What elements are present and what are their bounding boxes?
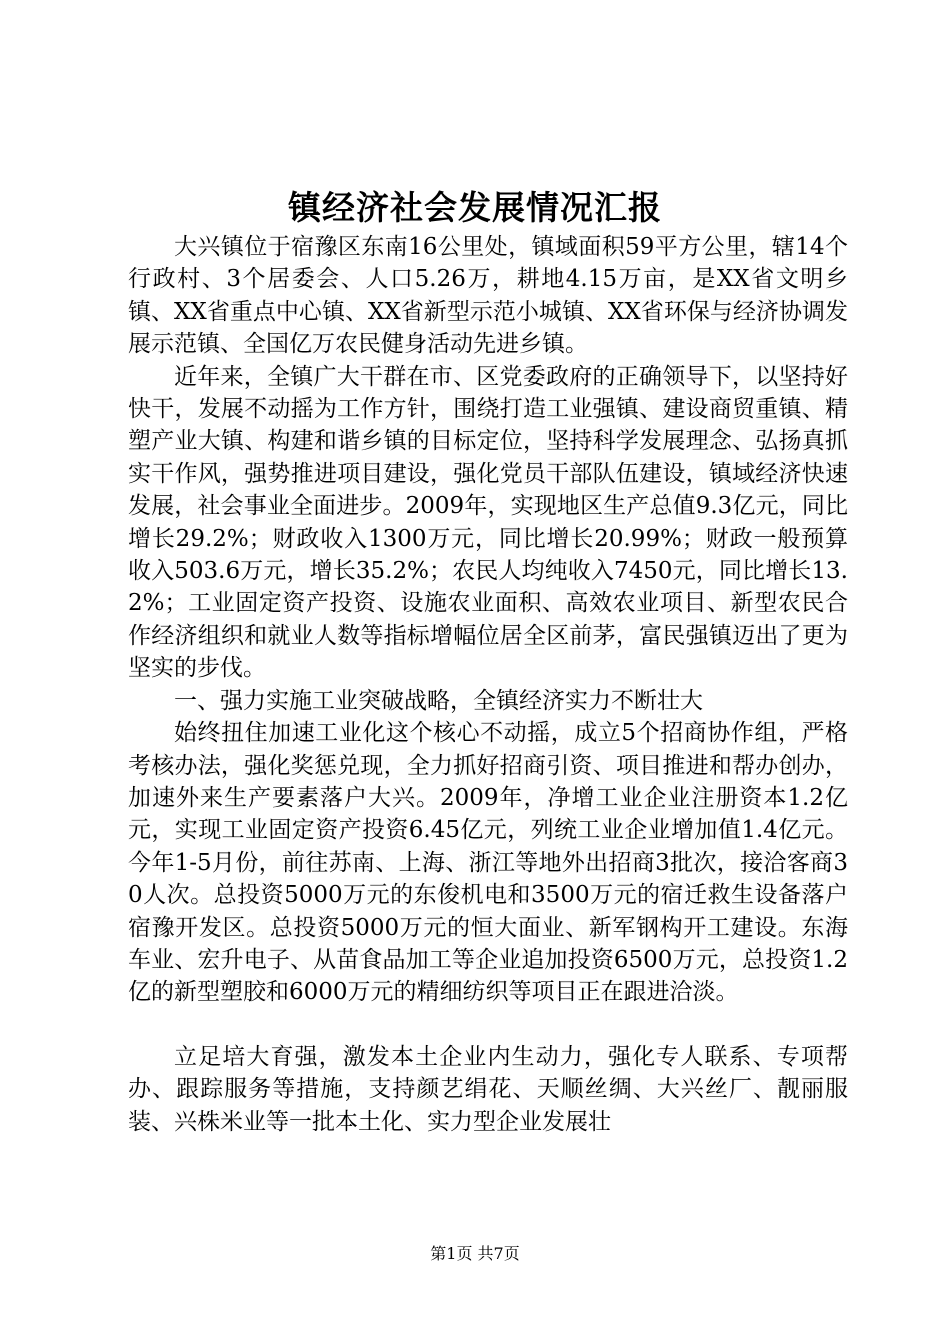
paragraph-intro: 大兴镇位于宿豫区东南16公里处，镇域面积59平方公里，辖14个行政村、3个居委会、人口5.26万，耕地4.15万亩，是XX省文明乡镇、XX省重点中心镇、XX省新型示范小城镇、XX省环保与经济协调发展示范镇、全国亿万农民健身活动先进乡镇。 bbox=[128, 234, 848, 358]
paragraph-local-enterprises: 立足培大育强，激发本土企业内生动力，强化专人联系、专项帮办、跟踪服务等措施，支持颜艺绢花、天顺丝绸、大兴丝厂、靓丽服装、兴株米业等一批本土化、实力型企业发展壮 bbox=[128, 1043, 848, 1135]
document-body bbox=[128, 231, 848, 1138]
page-number-footer: 第1页 共7页 bbox=[430, 1244, 520, 1263]
section-heading-1: 一、强力实施工业突破战略，全镇经济实力不断壮大 bbox=[174, 687, 703, 714]
paragraph-overview: 近年来，全镇广大干群在市、区党委政府的正确领导下，以坚持好快干，发展不动摇为工作方针，围绕打造工业强镇、建设商贸重镇、精塑产业大镇、构建和谐乡镇的目标定位，坚持科学发展理念、弘扬真抓实干作风，强势推进项目建设，强化党员干部队伍建设，镇域经济快速发展，社会事业全面进步。2009年，实现地区生产总值9.3亿元，同比增长29.2%；财政收入1300万元，同比增长20.99%；财政一般预算收入503.6万元，增长35.2%；农民人均纯收入7450元，同比增长13.2%；工业固定资产投资、设施农业面积、高效农业项目、新型农民合作经济组织和就业人数等指标增幅位居全区前茅，富民强镇迈出了更为坚实的步伐。 bbox=[128, 363, 848, 682]
paragraph-industry: 始终扭住加速工业化这个核心不动摇，成立5个招商协作组，严格考核办法，强化奖惩兑现，全力抓好招商引资、项目推进和帮办创办，加速外来生产要素落户大兴。2009年，净增工业企业注册资本1.2亿元，实现工业固定资产投资6.45亿元，列统工业企业增加值1.4亿元。今年1-5月份，前往苏南、上海、浙江等地外出招商3批次，接洽客商30人次。总投资5000万元的东俊机电和3500万元的宿迁救生设备落户宿豫开发区。总投资5000万元的恒大面业、新军钢构开工建设。东海车业、宏升电子、从苗食品加工等企业追加投资6500万元，总投资1.2亿的新型塑胶和6000万元的精细纺织等项目正在跟进洽淡。 bbox=[128, 720, 848, 1006]
document-title: 镇经济社会发展情况汇报 bbox=[288, 188, 662, 227]
